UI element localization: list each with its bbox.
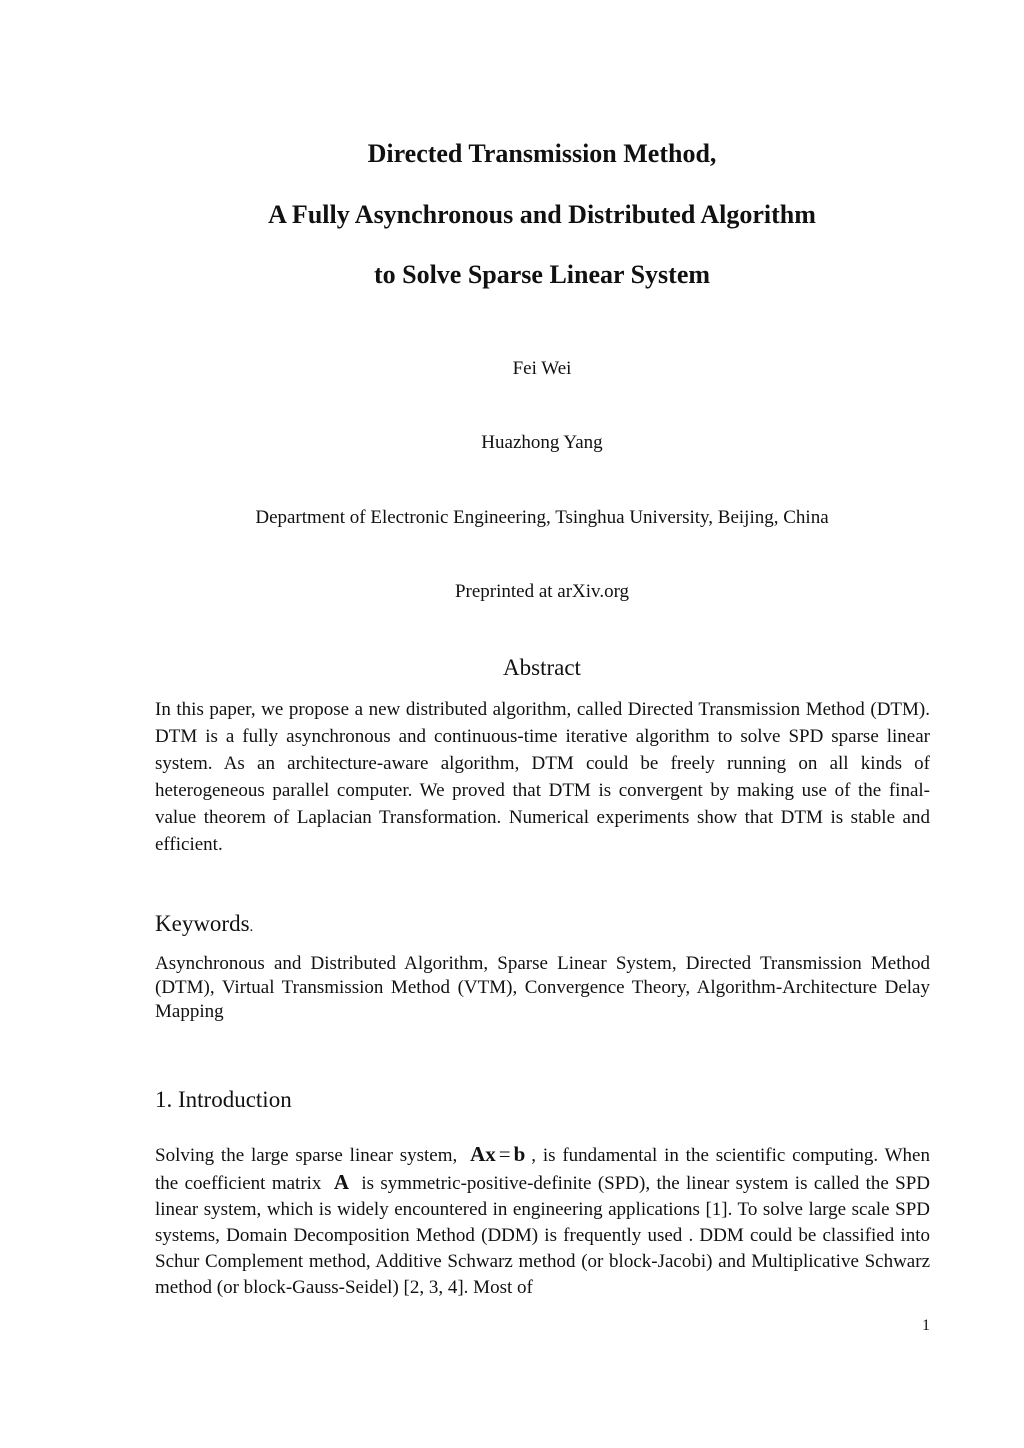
abstract-heading: Abstract [503,655,581,680]
author-2: Huazhong Yang [481,432,603,453]
title-line-1: Directed Transmission Method, [367,139,717,168]
intro-text-part-1: Solving the large sparse linear system, [155,1145,458,1166]
equation-sign: = [498,1142,511,1166]
introduction-heading: 1. Introduction [155,1087,292,1112]
equation-rhs: b [513,1142,526,1166]
intro-text-part-2: , is fundamental in the scientific computing. When the coefficient matrix [155,1145,930,1194]
page-number: 1 [922,1317,930,1334]
author-1: Fei Wei [512,358,572,379]
equation-lhs: Ax [470,1142,496,1166]
keywords-heading [155,910,253,941]
keywords-text: Asynchronous and Distributed Algorithm, Sparse Linear System, Directed Transmission Method (DTM), Virtual Transmission Method (VTM), Convergence Theory, Algorithm-Architecture Delay Mapping [155,953,930,1022]
equation-ax-b [464,1142,531,1166]
preprint-note: Preprinted at arXiv.org [454,581,630,602]
keywords-heading-label: Keywords [155,911,250,936]
introduction-text [155,1141,930,1301]
affiliation: Department of Electronic Engineering, Tsinghua University, Beijing, China [255,507,829,528]
matrix-symbol-a: A [333,1170,349,1194]
title-line-2: A Fully Asynchronous and Distributed Algorithm [268,200,816,229]
title-line-3: to Solve Sparse Linear System [373,260,711,289]
keywords-heading-dot: . [249,919,254,935]
abstract-text: In this paper, we propose a new distributed algorithm, called Directed Transmission Method (DTM). DTM is a fully asynchronous and continuous-time iterative algorithm to solve SPD sparse linear system. As an architecture-aware algorithm, DTM could be freely running on all kinds of heterogeneous parallel computer. We proved that DTM is convergent by making use of the final-value theorem of Laplacian Transformation. Numerical experiments show that DTM is stable and efficient. [155,699,930,855]
intro-text-part-3: is symmetric-positive-definite (SPD), the linear system is called the SPD linear system, which is widely encountered in engineering applications [1]. To solve large scale SPD systems, Domain Decomposition Method (DDM) is frequently used . DDM could be classified into Schur Complement method, Additive Schwarz method (or block-Jacobi) and Multiplicative Schwarz method (or block-Gauss-Seidel) [2, 3, 4]. Most of [155,1173,931,1298]
